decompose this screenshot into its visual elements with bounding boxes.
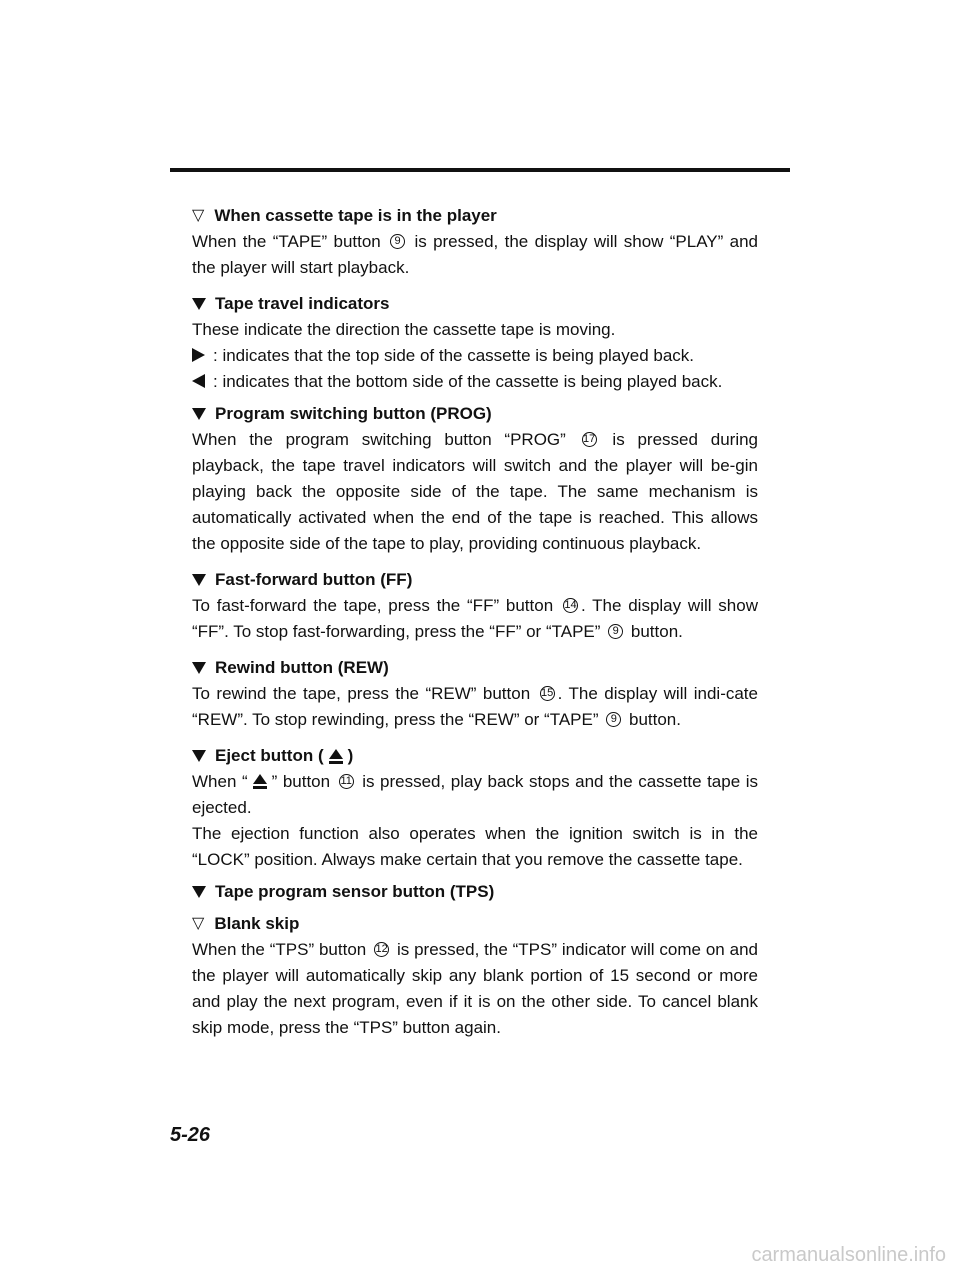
paragraph-eject-lock: The ejection function also operates when the ignition switch is in the “LOCK” position. Always make certain that you remove the cassette tape. <box>192 824 758 869</box>
eject-icon <box>252 773 268 789</box>
paragraph-tape-travel-forward: : indicates that the top side of the cassette is being played back. <box>192 343 758 369</box>
callout-number: 9 <box>608 624 623 639</box>
callout-number: 17 <box>583 433 596 445</box>
heading-ff: Fast-forward button (FF) <box>192 567 758 593</box>
open-down-triangle-icon: ▽ <box>192 915 205 932</box>
solid-down-triangle-icon <box>192 886 206 898</box>
paragraph-tape-travel-reverse: : indicates that the bottom side of the cassette is being played back. <box>192 369 758 395</box>
heading-rew: Rewind button (REW) <box>192 655 758 681</box>
eject-icon <box>328 748 344 764</box>
heading-eject: Eject button ( ) <box>192 743 758 769</box>
solid-down-triangle-icon <box>192 408 206 420</box>
callout-number: 15 <box>541 687 554 699</box>
page-number: 5-26 <box>170 1124 211 1146</box>
callout-number: 11 <box>340 775 352 787</box>
heading-tps: Tape program sensor button (TPS) <box>192 879 758 905</box>
reverse-arrow-icon <box>192 374 205 388</box>
open-down-triangle-icon: ▽ <box>192 207 205 224</box>
solid-down-triangle-icon <box>192 574 206 586</box>
paragraph-cassette-in-player: When the “TAPE” button 9 is pressed, the display will show “PLAY” and the player will start playback. <box>192 232 758 277</box>
solid-down-triangle-icon <box>192 750 206 762</box>
watermark: carmanualsonline.info <box>751 1244 946 1266</box>
callout-number: 9 <box>390 234 405 249</box>
paragraph-rew: To rewind the tape, press the “REW” button 15 . The display will indi-cate “REW”. To stop rewinding, press the “REW” or “TAPE” 9 button. <box>192 684 758 729</box>
paragraph-prog: When the program switching button “PROG” 17 is pressed during playback, the tape travel indicators will switch and the player will be-gin playing back the opposite side of the tape. The same mechanism is automatically activated when the end of the tape is reached. This allows the opposite side of the tape to play, providing continuous playback. <box>192 430 758 553</box>
page-content <box>192 203 758 1041</box>
paragraph-tape-travel-intro: These indicate the direction the cassette tape is moving. <box>192 320 616 339</box>
callout-number: 14 <box>564 599 577 611</box>
heading-cassette-in-player: ▽ When cassette tape is in the player <box>192 203 758 229</box>
forward-arrow-icon <box>192 348 205 362</box>
callout-number: 12 <box>375 943 388 955</box>
paragraph-blank-skip: When the “TPS” button 12 is pressed, the “TPS” indicator will come on and the player will automatically skip any blank portion of 15 second or more and play the next program, even if it is on the other side. To cancel blank skip mode, press the “TPS” button again. <box>192 940 758 1037</box>
heading-blank-skip: ▽ Blank skip <box>192 911 758 937</box>
heading-prog: Program switching button (PROG) <box>192 401 758 427</box>
solid-down-triangle-icon <box>192 662 206 674</box>
paragraph-eject: When “ ” button 11 is pressed, play back stops and the cassette tape is ejected. <box>192 772 758 817</box>
top-rule <box>170 168 790 172</box>
solid-down-triangle-icon <box>192 298 206 310</box>
callout-number: 9 <box>606 712 621 727</box>
paragraph-ff: To fast-forward the tape, press the “FF” button 14 . The display will show “FF”. To stop fast-forwarding, press the “FF” or “TAPE” 9 button. <box>192 596 758 641</box>
heading-tape-travel: Tape travel indicators <box>192 291 758 317</box>
